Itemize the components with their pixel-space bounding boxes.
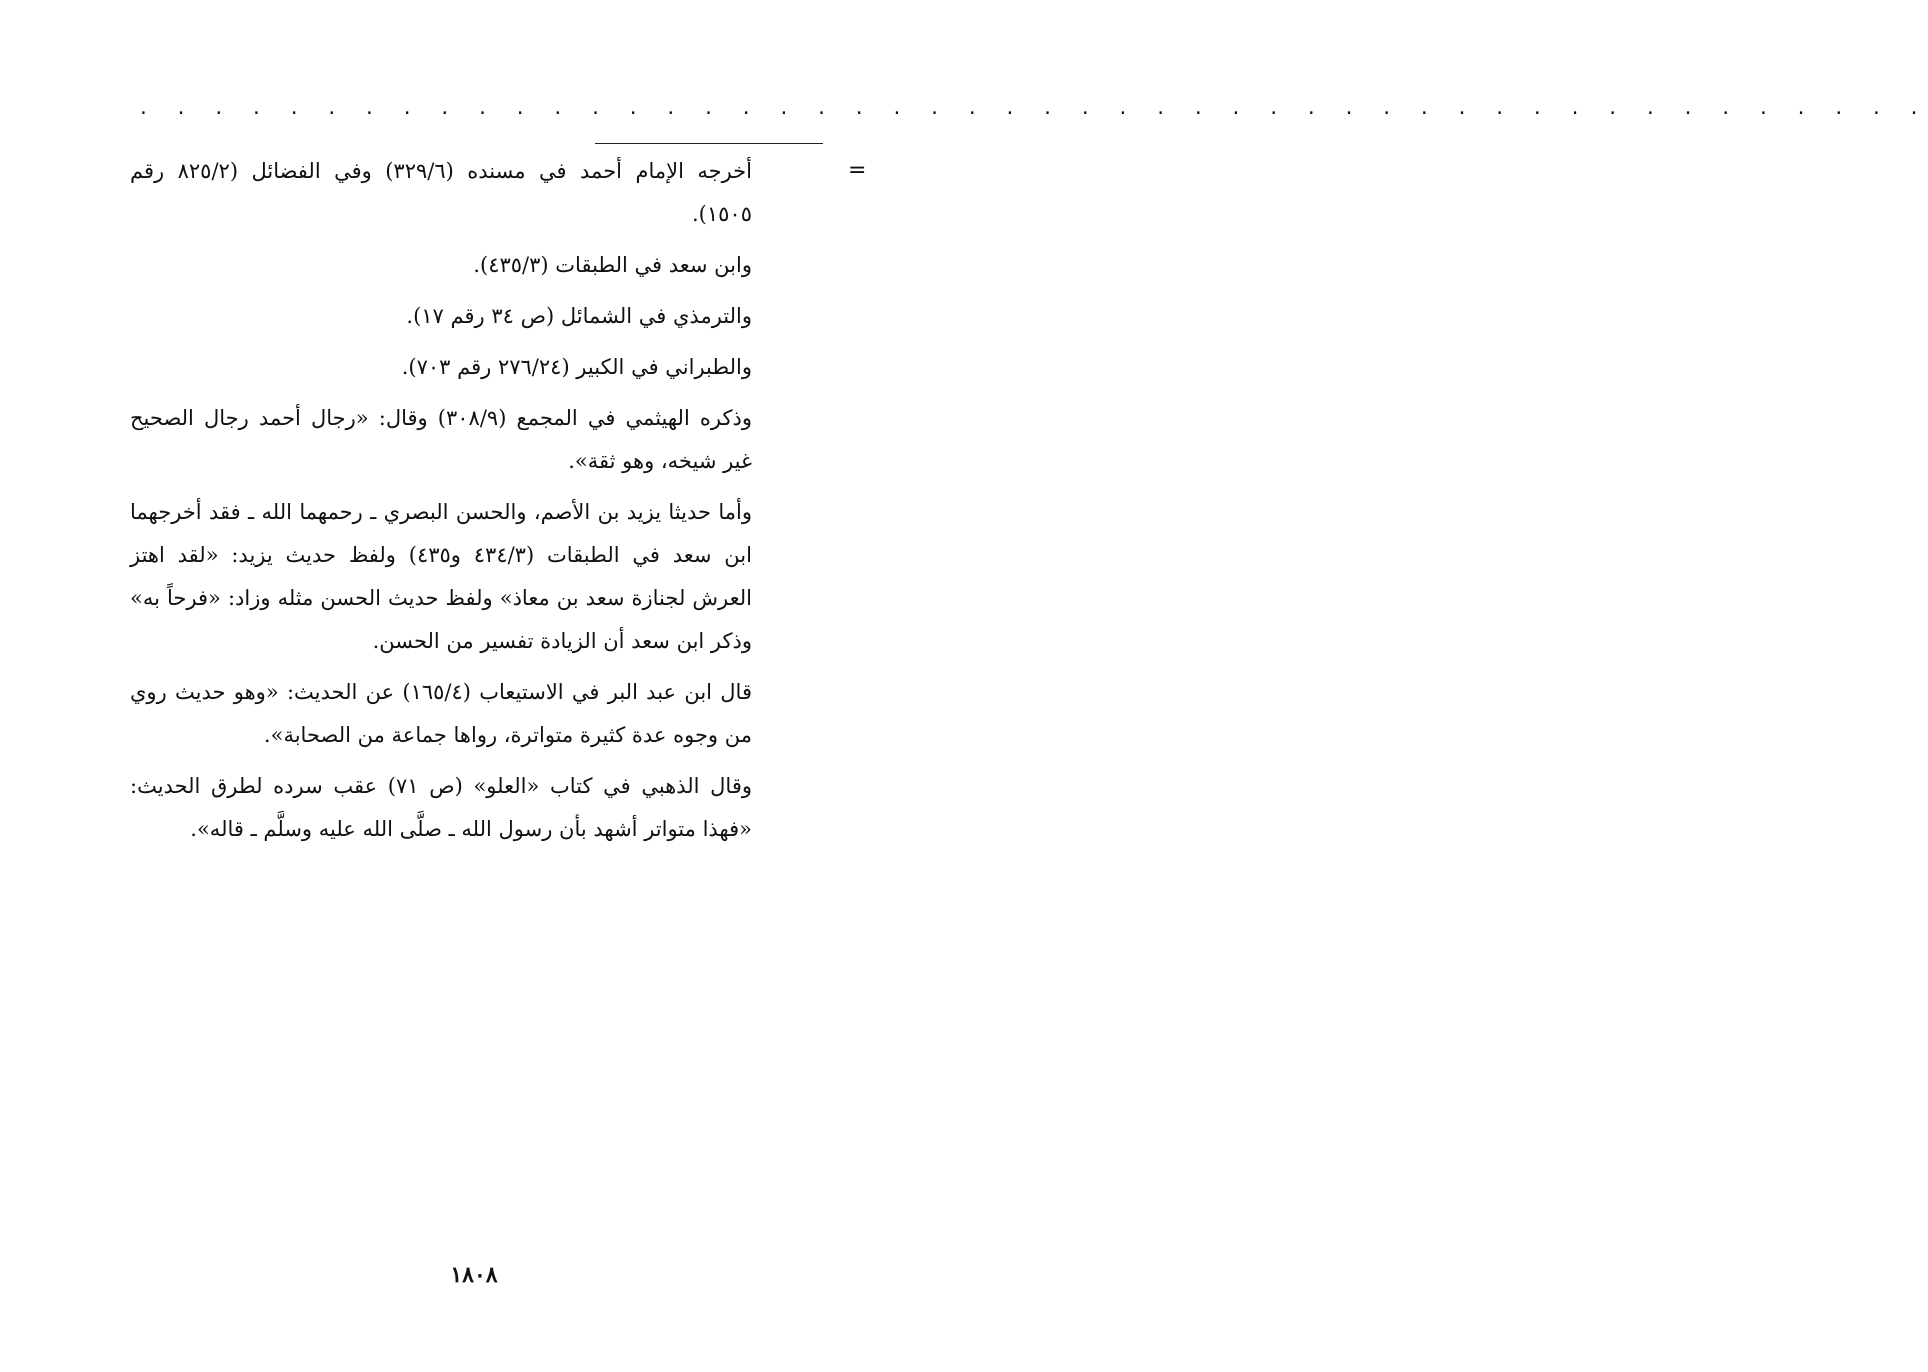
footnote-paragraph: وأما حديثا يزيد بن الأصم، والحسن البصري ـ رحمهما الله ـ فقد أخرجهما ابن سعد في الطبقات (٤٣٤/٣ و٤٣٥) ولفظ حديث يزيد: «لقد اهتز العرش لجنازة سعد بن معاذ» ولفظ حديث الحسن مثله وزاد: «فرحاً به» وذكر ابن سعد أن الزيادة تفسير من الحسن.: [130, 500, 752, 653]
footnote-paragraph: وقال الذهبي في كتاب «العلو» (ص ٧١) عقب سرده لطرق الحديث: «فهذا متواتر أشهد بأن رسول الله ـ صلَّى الله عليه وسلَّم ـ قاله».: [130, 774, 753, 841]
page-number: ١٨٠٨: [450, 1262, 498, 1288]
footnote-paragraph: وابن سعد في الطبقات (٤٣٥/٣).: [473, 253, 752, 277]
footnote-separator: [595, 143, 823, 144]
footnote-paragraph: قال ابن عبد البر في الاستيعاب (١٦٥/٤) عن الحديث: «وهو حديث روي من وجوه عدة كثيرة متواترة، رواها جماعة من الصحابة».: [130, 680, 752, 747]
footnote-paragraph: وذكره الهيثمي في المجمع (٣٠٨/٩) وقال: «رجال أحمد رجال الصحيح غير شيخه، وهو ثقة».: [130, 406, 752, 473]
footnote-paragraph: والطبراني في الكبير (٢٧٦/٢٤ رقم ٧٠٣).: [401, 355, 752, 379]
footnote-paragraph: أخرجه الإمام أحمد في مسنده (٣٢٩/٦) وفي الفضائل (٨٢٥/٢ رقم ١٥٠٥).: [130, 159, 752, 226]
continuation-mark: =: [848, 158, 867, 183]
header-dotted-line: . . . . . . . . . . . . . . . . . . . . . . . . . . . . . . . . . . . . . . . . . . . . . . . .: [138, 98, 1928, 119]
footnotes-body: [130, 150, 752, 859]
footnote-paragraph: والترمذي في الشمائل (ص ٣٤ رقم ١٧).: [406, 304, 752, 328]
